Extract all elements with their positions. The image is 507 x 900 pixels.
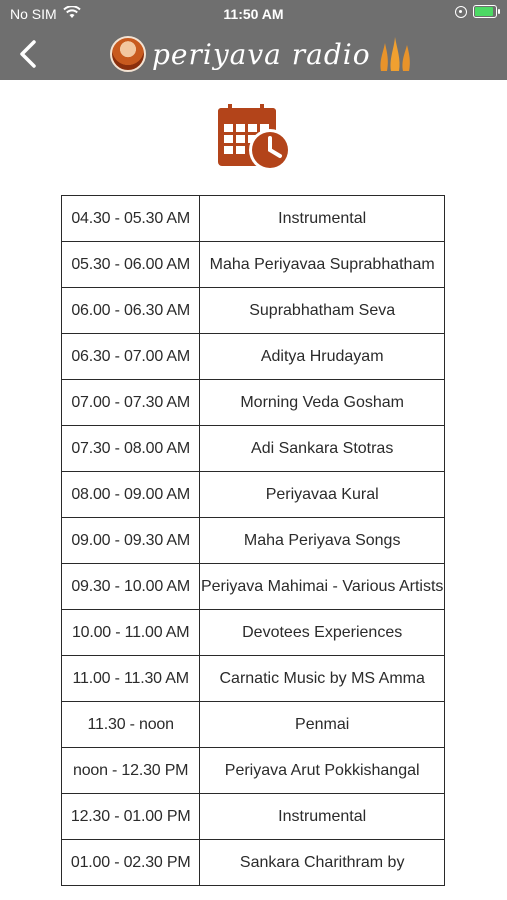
time-slot: 06.30 - 07.00 AM [62, 334, 200, 380]
program-name: Penmai [200, 702, 445, 748]
battery-charging-icon [473, 5, 497, 18]
table-row [62, 334, 445, 380]
time-slot: 06.00 - 06.30 AM [62, 288, 200, 334]
time-slot: 08.00 - 09.00 AM [62, 472, 200, 518]
chevron-left-icon [16, 39, 40, 69]
table-row [62, 380, 445, 426]
status-bar [0, 0, 507, 28]
program-name: Maha Periyava Songs [200, 518, 445, 564]
table-row [62, 518, 445, 564]
time-slot: 09.30 - 10.00 AM [62, 564, 200, 610]
schedule-body [62, 196, 445, 886]
time-slot: noon - 12.30 PM [62, 748, 200, 794]
flame-logo-icon [377, 35, 413, 73]
program-name: Morning Veda Gosham [200, 380, 445, 426]
nav-bar [0, 28, 507, 80]
brand-logo [110, 30, 413, 78]
table-row [62, 196, 445, 242]
table-row [62, 242, 445, 288]
time-slot: 05.30 - 06.00 AM [62, 242, 200, 288]
program-name: Instrumental [200, 196, 445, 242]
time-slot: 11.30 - noon [62, 702, 200, 748]
status-right [455, 5, 497, 18]
table-row [62, 702, 445, 748]
program-name: Periyava Arut Pokkishangal [200, 748, 445, 794]
time-slot: 04.30 - 05.30 AM [62, 196, 200, 242]
program-name: Aditya Hrudayam [200, 334, 445, 380]
back-button[interactable] [8, 34, 48, 74]
table-row [62, 564, 445, 610]
program-name: Suprabhatham Seva [200, 288, 445, 334]
program-name: Instrumental [200, 794, 445, 840]
time-slot: 10.00 - 11.00 AM [62, 610, 200, 656]
avatar [110, 36, 146, 72]
time-slot: 07.00 - 07.30 AM [62, 380, 200, 426]
time-slot: 01.00 - 02.30 PM [62, 840, 200, 886]
status-time: 11:50 AM [223, 6, 284, 22]
program-name: Sankara Charithram by [200, 840, 445, 886]
program-name: Carnatic Music by MS Amma [200, 656, 445, 702]
time-slot: 12.30 - 01.00 PM [62, 794, 200, 840]
program-name: Periyavaa Kural [200, 472, 445, 518]
program-name: Adi Sankara Stotras [200, 426, 445, 472]
carrier-label: No SIM [10, 6, 57, 22]
table-row [62, 794, 445, 840]
orientation-lock-icon [455, 6, 467, 18]
table-row [62, 426, 445, 472]
time-slot: 11.00 - 11.30 AM [62, 656, 200, 702]
program-name: Devotees Experiences [200, 610, 445, 656]
schedule-table [61, 195, 445, 886]
calendar-clock-icon [216, 104, 294, 174]
table-row [62, 288, 445, 334]
table-row [62, 840, 445, 886]
battery-level [475, 7, 493, 16]
table-row [62, 472, 445, 518]
table-row [62, 748, 445, 794]
app-title: periyava radio [152, 37, 371, 71]
time-slot: 07.30 - 08.00 AM [62, 426, 200, 472]
table-row [62, 656, 445, 702]
table-row [62, 610, 445, 656]
program-name: Maha Periyavaa Suprabhatham [200, 242, 445, 288]
time-slot: 09.00 - 09.30 AM [62, 518, 200, 564]
program-name: Periyava Mahimai - Various Artists [200, 564, 445, 610]
